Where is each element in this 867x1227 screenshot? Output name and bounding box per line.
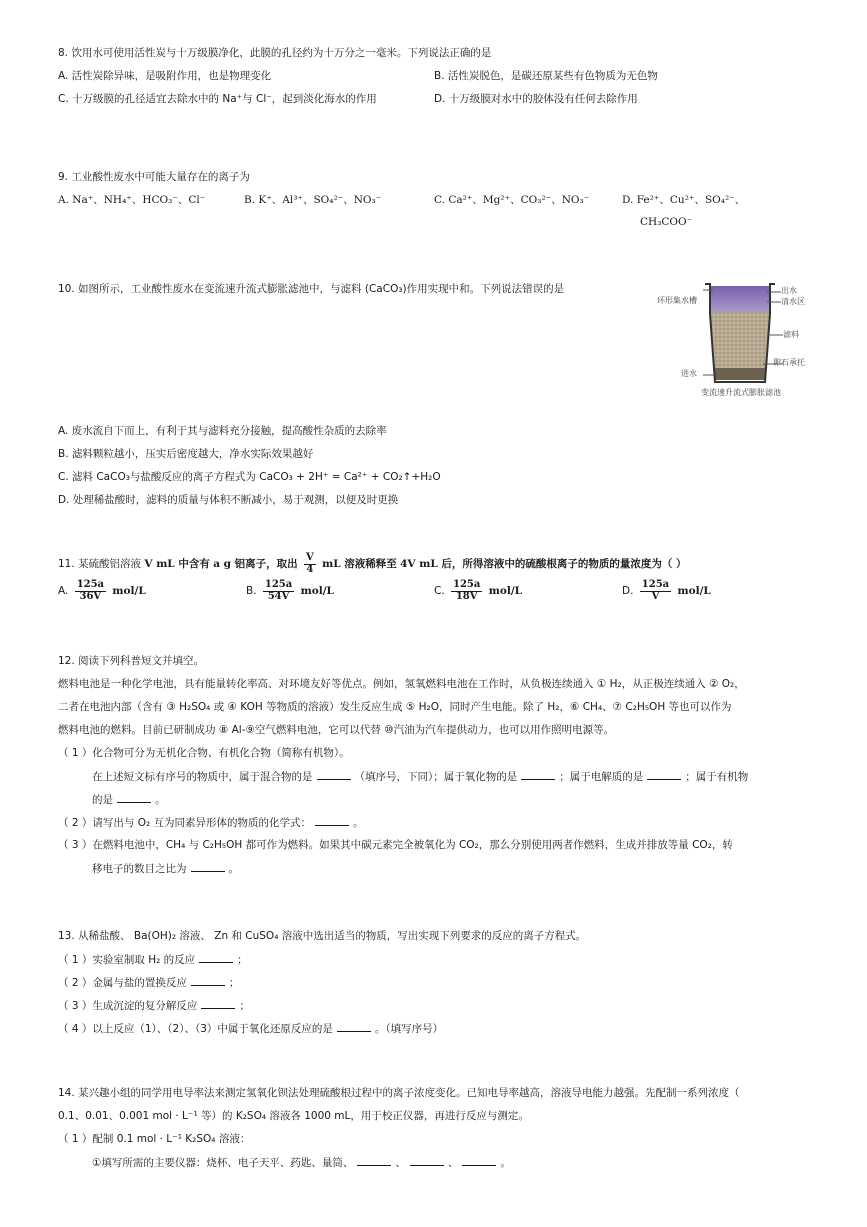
fraction-num: 125a [76, 579, 105, 590]
q13-text: 。（填写序号） [374, 1023, 444, 1035]
q8-option-a: A. 活性炭除异味，是吸附作用，也是物理变化 [58, 70, 272, 82]
answer-blank[interactable] [521, 769, 555, 780]
figure-label: 清水区 [781, 297, 805, 306]
option-fraction [640, 580, 671, 602]
option-unit: mol/L [300, 585, 334, 597]
q10-option-a: A. 废水流自下而上，有利于其与滤料充分接触，提高酸性杂质的去除率 [58, 425, 387, 437]
q13-text: （ 3 ）生成沉淀的复分解反应 [58, 1000, 198, 1012]
q11-fraction [304, 553, 316, 575]
fraction-num: 125a [264, 579, 293, 590]
q11-stem-part: 4V mL 后，所得溶液中的硫酸根离子的物质的量浓度为（ ） [400, 558, 687, 570]
q12-sub3: （ 3 ）在燃料电池中，CH₄ 与 C₂H₅OH 都可作为燃料。如果其中碳元素完全被氧化为 CO₂，那么分别使用两者作燃料，生成并排放等量 CO₂，转 [58, 839, 733, 851]
fraction-num: 125a [453, 579, 481, 590]
q9-stem: 9. 工业酸性废水中可能大量存在的离子为 [58, 171, 250, 183]
q13-stem: 13. 从稀盐酸、 Ba(OH)₂ 溶液、 Zn 和 CuSO₄ 溶液中选出适当的物质，写出实现下列要求的反应的离子方程式。 [58, 930, 587, 942]
figure-label: 进水 [681, 369, 697, 378]
q12-stem: 12. 阅读下列科普短文并填空。 [58, 655, 205, 667]
q9-option-a: A. Na⁺、NH₄⁺、HCO₃⁻、Cl⁻ [58, 194, 206, 206]
q11-stem-part: 11. 某硫酸铝溶液 [58, 558, 142, 570]
q13-text: （ 2 ）金属与盐的置换反应 [58, 977, 187, 989]
q11-stem [58, 553, 687, 575]
q11-option-b [246, 580, 334, 602]
q12-text: 移电子的数目之比为 [92, 863, 187, 875]
q8-option-d: D. 十万级膜对水中的胶体没有任何去除作用 [434, 93, 638, 105]
q12-sub1-line [92, 769, 748, 784]
q12-sub1: （ 1 ）化合物可分为无机化合物、有机化合物（简称有机物）。 [58, 747, 350, 759]
answer-blank[interactable] [191, 861, 225, 872]
q14-sub1: （ 1 ）配制 0.1 mol · L⁻¹ K₂SO₄ 溶液： [58, 1133, 251, 1145]
option-fraction [75, 580, 106, 602]
q12-paragraph-line: 二者在电池内部（含有 ③ H₂SO₄ 或 ④ KOH 等物质的溶液）发生反应生成 ⑤ H₂O，同时产生电能。除了 H₂，⑥ CH₄、⑦ C₂H₅OH 等也可以作为 [58, 701, 732, 713]
q10-option-d: D. 处理稀盐酸时，滤料的质量与体积不断减小，易于观测，以便及时更换 [58, 494, 399, 506]
q13-sub3: （ 3 ）生成沉淀的复分解反应 ； [58, 1000, 250, 1012]
option-label: B. [246, 585, 257, 597]
answer-blank[interactable] [191, 975, 225, 986]
q11-option-c [434, 580, 522, 602]
q11-stem-part: V mL 中含有 [144, 558, 210, 570]
q9-option-b: B. K⁺、Al³⁺、SO₄²⁻、NO₃⁻ [244, 194, 382, 206]
option-fraction [263, 580, 294, 602]
q12-text: （ 2 ）请写出与 O₂ 互为同素异形体的物质的化学式： [58, 817, 312, 829]
figure-label: 环形集水槽 [657, 296, 697, 305]
figure-caption: 变流速升流式膨胀滤池 [701, 388, 781, 397]
q12-sub1-line2: 的是 。 [92, 794, 166, 806]
fraction-den: V [651, 590, 660, 602]
option-unit: mol/L [112, 585, 146, 597]
option-fraction [451, 580, 482, 602]
q14-stem: 14. 某兴趣小组的同学用电导率法来测定氢氧化钡法处理硫酸根过程中的离子浓度变化。已知电导率越高，溶液导电能力越强。先配制一系列浓度（ [58, 1087, 740, 1099]
answer-blank[interactable] [317, 769, 351, 780]
q12-text: 的是 [92, 794, 113, 806]
fraction-den: 36V [79, 590, 102, 602]
answer-blank[interactable] [315, 815, 349, 826]
answer-blank[interactable] [462, 1155, 496, 1166]
q11-fraction-num: V [306, 552, 314, 563]
q12-text: ；属于电解质的是 [559, 771, 644, 783]
q12-paragraph-line: 燃料电池的燃料。目前已研制成功 ⑧ Al-⑨空气燃料电池，它可以代替 ⑩汽油为汽车提供动力，也可以用作照明电源等。 [58, 724, 615, 736]
q12-sub3-line2: 移电子的数目之比为 。 [92, 863, 239, 875]
figure-label: 出水 [781, 286, 797, 295]
q12-text: （填序号，下同）；属于氧化物的是 [354, 771, 518, 783]
option-unit: mol/L [488, 585, 523, 597]
q14-stem-line2: 0.1、0.01、0.001 mol · L⁻¹ 等）的 K₂SO₄ 溶液各 1000 mL，用于校正仪器，再进行反应与测定。 [58, 1110, 529, 1122]
q11-option-a [58, 580, 146, 602]
q11-stem-part: a g 铝离子，取出 [213, 558, 298, 570]
option-unit: mol/L [677, 585, 711, 597]
answer-blank[interactable] [117, 792, 151, 803]
q9-option-d-cont: CH₃COO⁻ [640, 216, 693, 228]
option-label: D. [622, 585, 634, 597]
fraction-num: 125a [641, 579, 670, 590]
q8-option-c: C. 十万级膜的孔径适宜去除水中的 Na⁺与 Cl⁻，起到淡化海水的作用 [58, 93, 377, 105]
q14-sub1-line: ①填写所需的主要仪器：烧杯、电子天平、药匙、量筒、 、 、 。 [92, 1157, 511, 1169]
q9-option-c: C. Ca²⁺、Mg²⁺、CO₃²⁻、NO₃⁻ [434, 194, 590, 206]
q10-option-b: B. 滤料颗粒越小，压实后密度越大，净水实际效果越好 [58, 448, 314, 460]
answer-blank[interactable] [199, 952, 233, 963]
gravel-support [715, 368, 765, 380]
q12-text: 在上述短文标有序号的物质中，属于混合物的是 [92, 771, 313, 783]
q12-paragraph-line: 燃料电池是一种化学电池，具有能量转化率高、对环境友好等优点。例如，氢氧燃料电池在工作时，从负极连续通入 ① H₂，从正极连续通入 ② O₂， [58, 678, 745, 690]
option-label: C. [434, 585, 445, 597]
clear-water-zone [710, 286, 770, 312]
q14-text: ①填写所需的主要仪器：烧杯、电子天平、药匙、量筒、 [92, 1157, 354, 1169]
fraction-den: 54V [267, 590, 290, 602]
q10-stem: 10. 如图所示，工业酸性废水在变流速升流式膨胀滤池中，与滤料 (CaCO₃)作用实现中和。下列说法错误的是 [58, 283, 565, 295]
q12-text: ；属于有机物 [685, 771, 749, 783]
answer-blank[interactable] [357, 1155, 391, 1166]
q9-option-d: D. Fe²⁺、Cu²⁺、SO₄²⁻、 [622, 194, 746, 206]
answer-blank[interactable] [337, 1021, 371, 1032]
answer-blank[interactable] [201, 998, 235, 1009]
q8-stem: 8. 饮用水可使用活性炭与十万级膜净化，此膜的孔径约为十万分之一毫米。下列说法正确的是 [58, 47, 492, 59]
answer-blank[interactable] [410, 1155, 444, 1166]
q8-option-b: B. 活性炭脱色，是碳还原某些有色物质为无色物 [434, 70, 658, 82]
q12-sub2: （ 2 ）请写出与 O₂ 互为同素异形体的物质的化学式： 。 [58, 817, 364, 829]
q13-sub2: （ 2 ）金属与盐的置换反应 ； [58, 977, 240, 989]
q11-stem-part: mL 溶液稀释至 [322, 558, 397, 570]
q13-text: （ 4 ）以上反应（1）、（2）、（3）中属于氧化还原反应的是 [58, 1023, 333, 1035]
fraction-den: 18V [455, 590, 478, 602]
q11-option-d [622, 580, 711, 602]
figure-label: 滤料 [783, 330, 799, 339]
q10-option-c: C. 滤料 CaCO₃与盐酸反应的离子方程式为 CaCO₃ + 2H⁺ = Ca²⁺ + CO₂↑+H₂O [58, 471, 441, 483]
option-label: A. [58, 585, 69, 597]
q13-sub4 [58, 1021, 443, 1036]
q13-text: （ 1 ）实验室制取 H₂ 的反应 [58, 954, 196, 966]
filter-diagram [655, 280, 815, 400]
q11-fraction-den: 4 [306, 563, 314, 575]
q13-sub1: （ 1 ）实验室制取 H₂ 的反应 ； [58, 954, 248, 966]
figure-label: 卵石承托 [773, 358, 805, 367]
answer-blank[interactable] [647, 769, 681, 780]
